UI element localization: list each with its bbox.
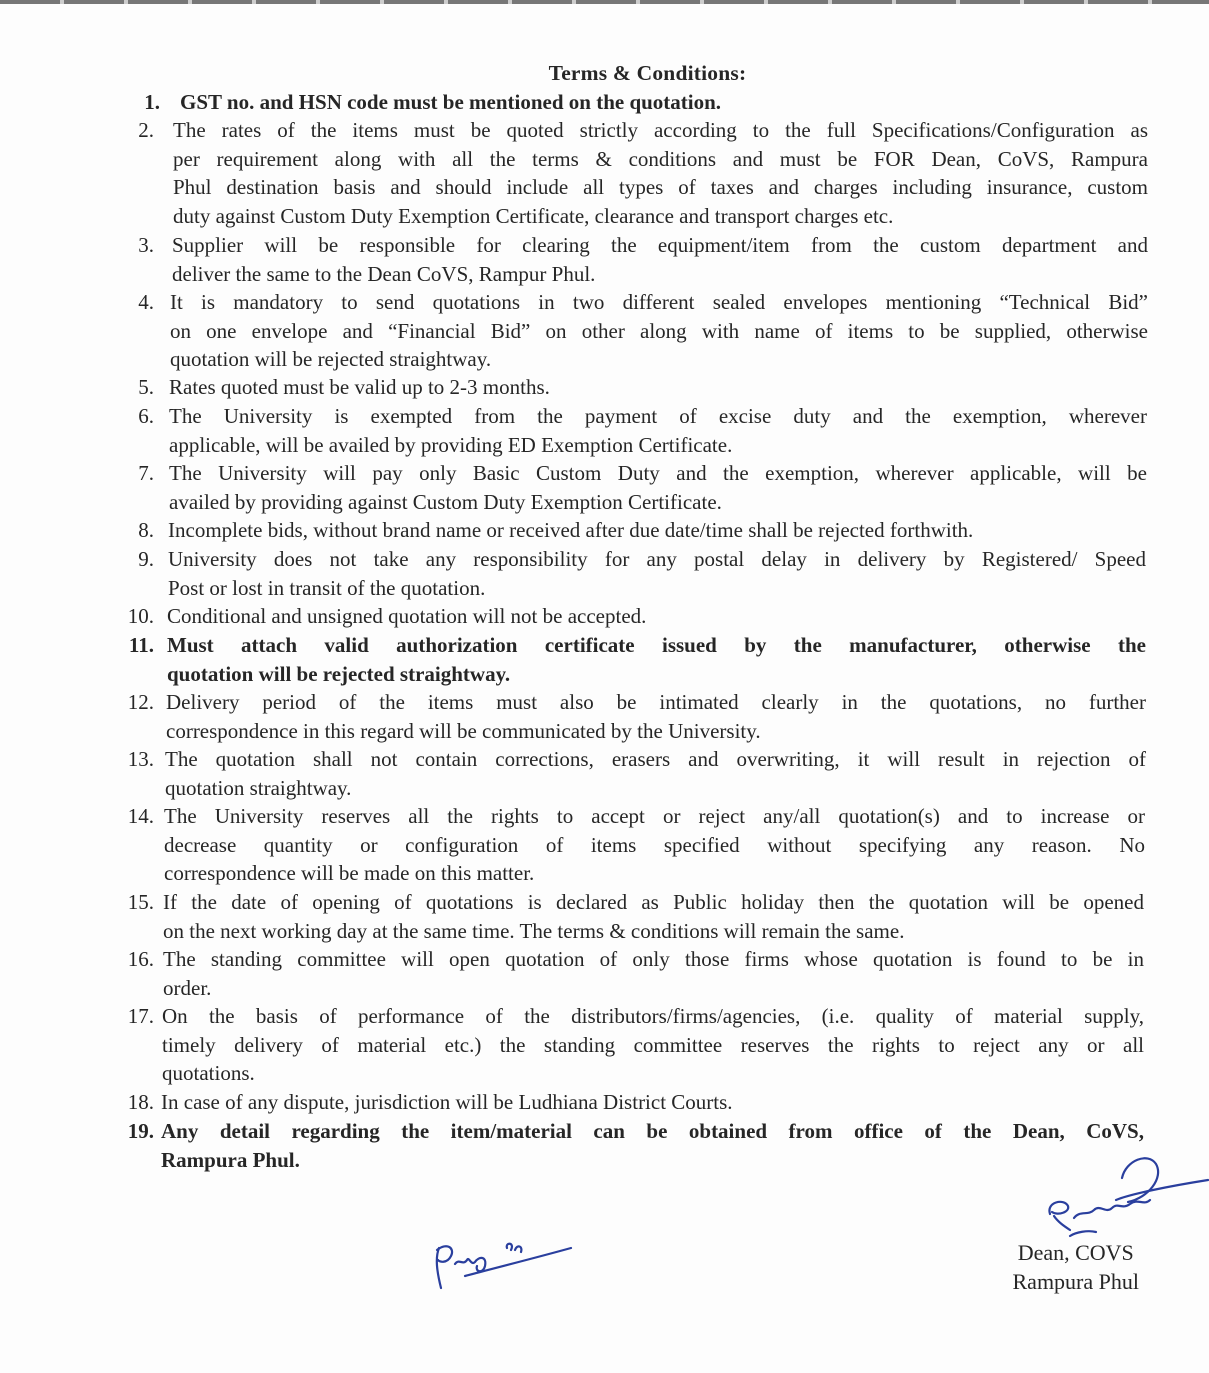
term-number: 12. <box>127 690 154 714</box>
term-line: applicable, will be availed by providing ED Exemption Certificate. <box>169 432 733 457</box>
handwritten-initials <box>425 1236 585 1296</box>
term-line: Incomplete bids, without brand name or received after due date/time shall be rejected forthwith. <box>168 518 974 542</box>
term-text <box>166 688 1146 745</box>
term-line: University does not take any responsibility for any postal delay in delivery by Registered/ Speed <box>168 547 1146 571</box>
term-text <box>162 1002 1144 1088</box>
term-number: 18. <box>127 1090 154 1114</box>
term-text <box>161 1088 841 1117</box>
term-line: correspondence will be made on this matter. <box>164 861 535 885</box>
term-text <box>167 631 1146 688</box>
dean-signature <box>1030 1150 1209 1245</box>
term-line: Any detail regarding the item/material can be obtained from office of the Dean, CoVS, <box>161 1119 1144 1143</box>
term-text <box>161 1117 1144 1174</box>
term-number: 11. <box>128 633 154 657</box>
term-number: 5. <box>138 375 154 399</box>
term-line: Post or lost in transit of the quotation. <box>168 575 486 600</box>
term-text <box>180 88 830 117</box>
term-line: correspondence in this regard will be communicated by the University. <box>166 718 761 743</box>
term-line: duty against Custom Duty Exemption Certificate, clearance and transport charges etc. <box>173 203 894 228</box>
term-line: order. <box>163 975 212 1000</box>
term-number: 10. <box>127 604 154 628</box>
term-line: quotations. <box>162 1061 255 1085</box>
term-text <box>168 545 1146 602</box>
term-line: In case of any dispute, jurisdiction will be Ludhiana District Courts. <box>161 1090 733 1114</box>
term-number: 8. <box>138 518 154 542</box>
term-number: 19. <box>127 1119 154 1143</box>
term-line: The University is exempted from the payment of excise duty and the exemption, wherever <box>169 404 1147 428</box>
term-text <box>169 459 1147 516</box>
term-line: Phul destination basis and should include all types of taxes and charges including insurance, custom <box>173 175 1148 199</box>
term-line: Must attach valid authorization certificate issued by the manufacturer, otherwise the <box>167 633 1146 657</box>
term-line: deliver the same to the Dean CoVS, Rampur Phul. <box>172 261 596 286</box>
term-line: on one envelope and “Financial Bid” on other along with name of items to be supplied, otherwise <box>170 318 1148 343</box>
term-line: It is mandatory to send quotations in two different sealed envelopes mentioning “Technical Bid” <box>170 290 1148 314</box>
term-text <box>169 373 629 402</box>
term-number: 3. <box>138 233 154 257</box>
term-line: The quotation shall not contain corrections, erasers and overwriting, it will result in rejection of <box>165 747 1146 771</box>
term-line: The rates of the items must be quoted strictly according to the full Specifications/Configuration as <box>173 118 1148 142</box>
term-text <box>170 288 1148 374</box>
term-line: Supplier will be responsible for clearing the equipment/item from the custom department and <box>172 233 1148 257</box>
term-number: 4. <box>138 290 154 314</box>
term-line: quotation straightway. <box>165 775 352 800</box>
signatory-block <box>1013 1238 1140 1296</box>
term-line: The standing committee will open quotation of only those firms whose quotation is found to be in <box>163 947 1144 971</box>
term-number: 15. <box>127 890 154 914</box>
signatory-title: Dean, COVS <box>1017 1240 1134 1265</box>
page-title: Terms & Conditions: <box>548 61 747 85</box>
term-number: 14. <box>127 804 154 828</box>
term-text <box>169 402 1147 459</box>
term-line: on the next working day at the same time. The terms & conditions will remain the same. <box>163 918 905 943</box>
term-line: decrease quantity or configuration of items specified without specifying any reason. No <box>164 832 1145 857</box>
term-number: 2. <box>138 118 154 142</box>
term-text <box>163 945 1144 1002</box>
term-number: 6. <box>138 404 154 428</box>
term-line: Delivery period of the items must also be intimated clearly in the quotations, no further <box>166 690 1146 714</box>
term-line: GST no. and HSN code must be mentioned on the quotation. <box>180 90 722 114</box>
term-line: On the basis of performance of the distributors/firms/agencies, (i.e. quality of material supply, <box>162 1004 1144 1028</box>
term-text <box>165 745 1146 802</box>
term-text <box>173 116 1148 230</box>
term-text <box>163 888 1144 945</box>
term-number: 9. <box>138 547 154 571</box>
term-line: The University will pay only Basic Custom Duty and the exemption, wherever applicable, will be <box>169 461 1147 485</box>
term-line: The University reserves all the rights to accept or reject any/all quotation(s) and to increase or <box>164 804 1145 828</box>
term-number: 17. <box>127 1004 154 1028</box>
term-number: 7. <box>138 461 154 485</box>
term-line: Rates quoted must be valid up to 2-3 months. <box>169 375 550 399</box>
signatory-place: Rampura Phul <box>1012 1269 1139 1294</box>
term-number: 1. <box>144 90 160 114</box>
term-number: 13. <box>127 747 154 771</box>
term-number: 16. <box>127 947 154 971</box>
term-line: quotation will be rejected straightway. <box>167 661 511 686</box>
term-text <box>164 802 1145 888</box>
term-text <box>167 602 737 631</box>
term-line: availed by providing against Custom Duty Exemption Certificate. <box>169 489 722 514</box>
term-text <box>172 231 1148 288</box>
term-line: Conditional and unsigned quotation will not be accepted. <box>167 604 647 628</box>
term-line: quotation will be rejected straightway. <box>170 347 492 371</box>
term-text <box>168 516 1126 545</box>
term-line: If the date of opening of quotations is declared as Public holiday then the quotation will be opened <box>163 890 1144 914</box>
term-line: per requirement along with all the terms & conditions and must be FOR Dean, CoVS, Rampura <box>173 146 1148 171</box>
term-line: timely delivery of material etc.) the standing committee reserves the rights to reject any or all <box>162 1032 1144 1057</box>
term-line: Rampura Phul. <box>161 1147 300 1172</box>
